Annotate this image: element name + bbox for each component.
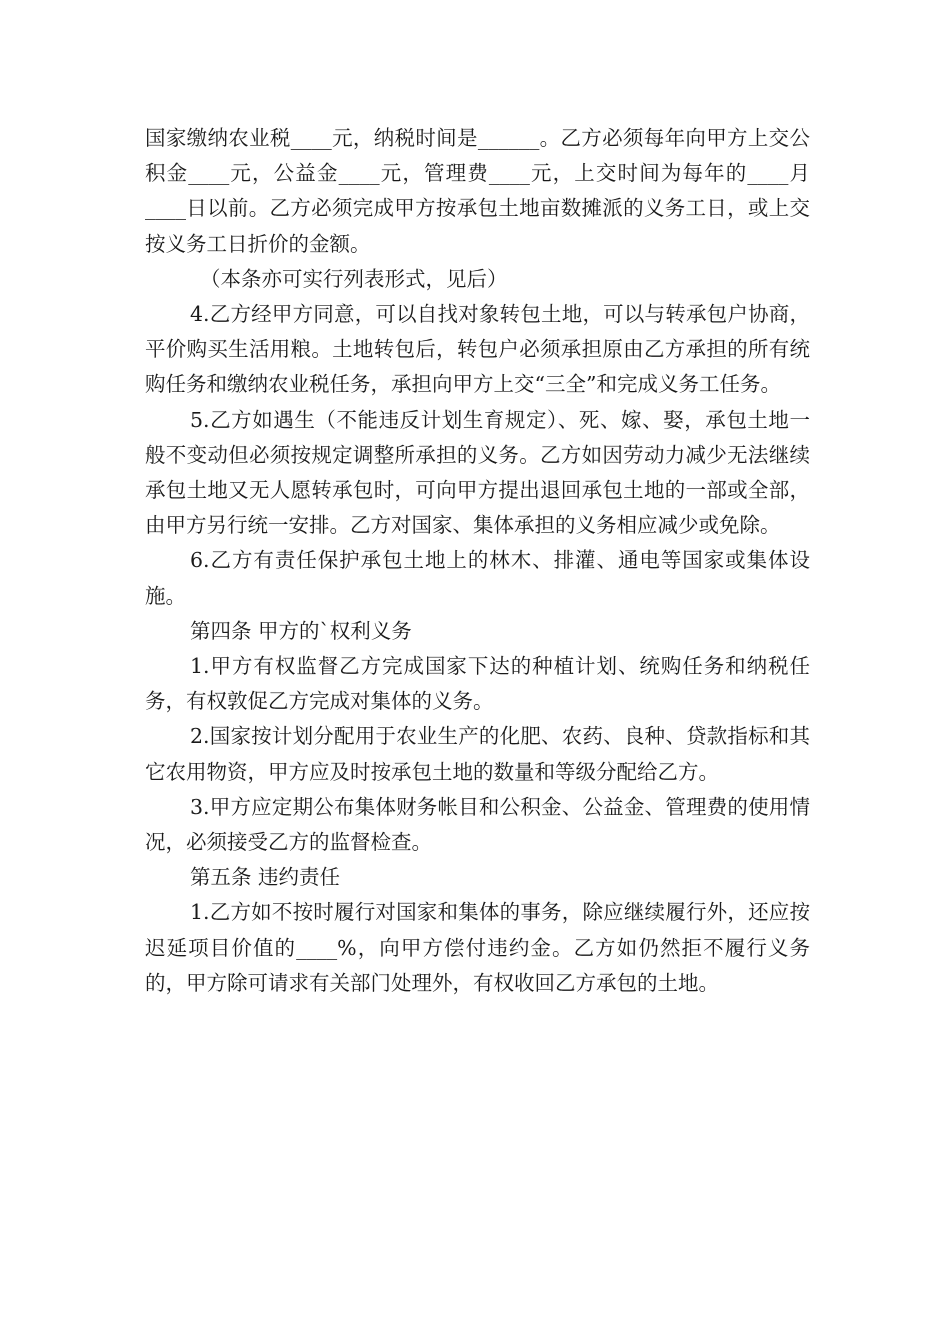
- paragraph-table-note: （本条亦可实行列表形式，见后）: [200, 266, 508, 291]
- section-heading-article-5: 第五条 违约责任: [190, 865, 341, 890]
- paragraph-article-4-item-3: 3.甲方应定期公布集体财务帐目和公积金、公益金、管理费的使用情况，必须接受乙方的监督检查。: [145, 794, 810, 855]
- paragraph-item-5-adjustment: 5.乙方如遇生（不能违反计划生育规定）、死、嫁、娶，承包土地一般不变动但必须按规定调整所承担的义务。乙方如因劳动力减少无法继续承包土地又无人愿转承包时，可向甲方提出退回承包土地的一部或全部，由甲方另行统一安排。乙方对国家、集体承担的义务相应减少或免除。: [145, 407, 810, 538]
- paragraph-item-4-subcontract: 4.乙方经甲方同意，可以自找对象转包土地，可以与转承包户协商，平价购买生活用粮。土地转包后，转包户必须承担原由乙方承担的所有统购任务和缴纳农业税任务，承担向甲方上交“三全”和完成义务工任务。: [145, 302, 810, 397]
- document-body: [145, 121, 810, 1001]
- paragraph-tax-payment: 国家缴纳农业税____元，纳税时间是______。乙方必须每年向甲方上交公积金____元，公益金____元，管理费____元，上交时间为每年的____月____日以前。乙方必须完成甲方按承包土地亩数摊派的义务工日，或上交按义务工日折价的金额。: [145, 126, 810, 256]
- section-heading-article-4: 第四条 甲方的`权利义务: [190, 618, 412, 643]
- paragraph-article-5-item-1: 1.乙方如不按时履行对国家和集体的事务，除应继续履行外，还应按迟延项目价值的____%，向甲方偿付违约金。乙方如仍然拒不履行义务的，甲方除可请求有关部门处理外，有权收回乙方承包的土地。: [145, 900, 810, 995]
- paragraph-item-6-protection: 6.乙方有责任保护承包土地上的林木、排灌、通电等国家或集体设施。: [145, 548, 810, 608]
- paragraph-article-4-item-2: 2.国家按计划分配用于农业生产的化肥、农药、良种、贷款指标和其它农用物资，甲方应及时按承包土地的数量和等级分配给乙方。: [145, 724, 810, 784]
- paragraph-article-4-item-1: 1.甲方有权监督乙方完成国家下达的种植计划、统购任务和纳税任务，有权敦促乙方完成对集体的义务。: [145, 654, 810, 714]
